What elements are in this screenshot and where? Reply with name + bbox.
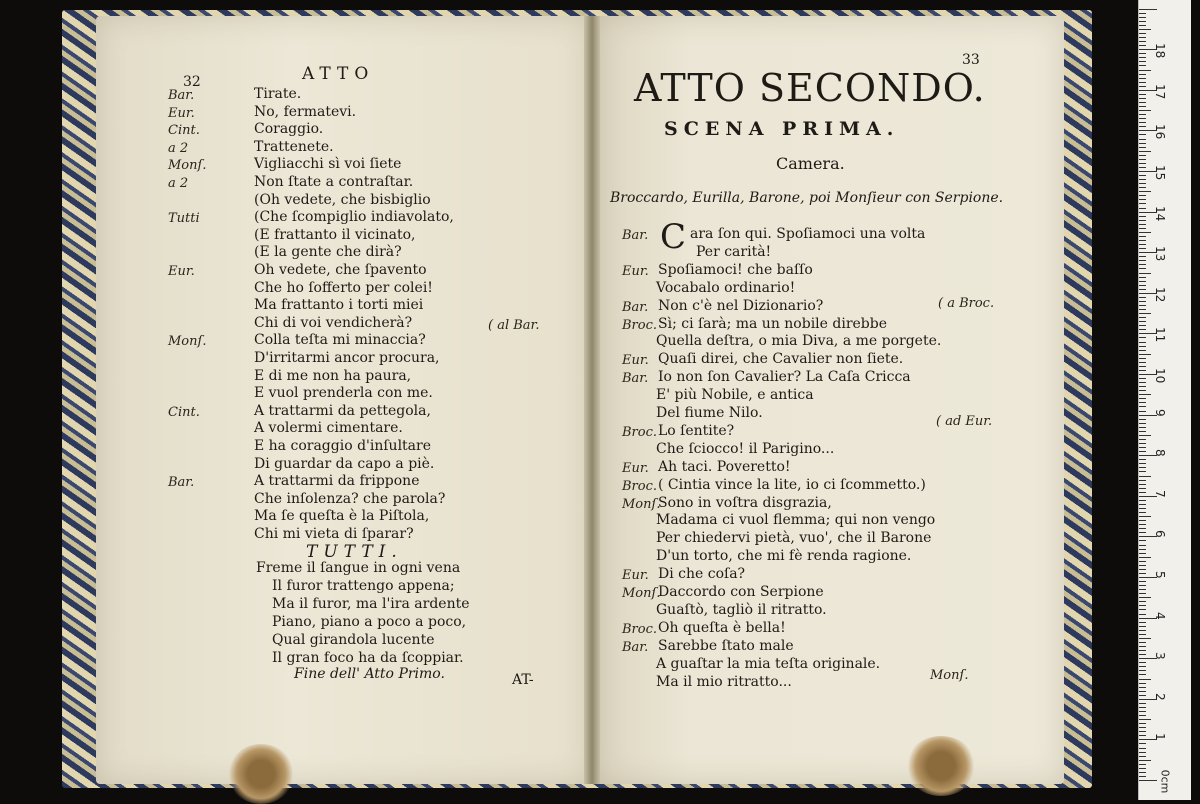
ruler-tick <box>1139 411 1146 412</box>
ruler-tick <box>1139 203 1146 204</box>
ruler-tick <box>1139 285 1146 286</box>
speaker-label: Broc. <box>622 478 658 494</box>
verse-line: Ma frattanto i torti miei <box>254 297 424 314</box>
speaker-label: Broc. <box>622 621 658 637</box>
ruler-number: 10 <box>1153 368 1167 384</box>
ruler-tick <box>1139 94 1146 95</box>
verse-line: Guaſtò, tagliò il ritratto. <box>656 601 827 618</box>
ruler-tick <box>1139 159 1146 160</box>
catchword: Monſ. <box>930 668 969 683</box>
ruler-tick <box>1139 297 1146 298</box>
ruler-tick <box>1139 666 1146 667</box>
ruler-tick <box>1139 423 1146 424</box>
speaker-label: Eur. <box>622 460 649 476</box>
verse-line: ( Cintia vince la lite, io ci ſcommetto.) <box>658 476 926 493</box>
ruler-tick <box>1139 471 1146 472</box>
ruler-number: 4 <box>1153 611 1167 620</box>
ruler-tick <box>1139 208 1146 209</box>
ruler-tick <box>1139 268 1146 269</box>
verse-line: Lo ſentite? <box>658 422 735 439</box>
ruler-tick <box>1139 565 1146 566</box>
ruler-number: 13 <box>1153 246 1167 262</box>
ruler-tick <box>1139 760 1151 761</box>
ruler-tick <box>1139 516 1151 517</box>
speaker-label: Monſ. <box>168 334 207 350</box>
ruler-tick <box>1139 419 1146 420</box>
ruler-tick <box>1139 337 1146 338</box>
ruler-number: 11 <box>1153 327 1167 343</box>
ruler-tick <box>1139 325 1146 326</box>
ruler-tick <box>1139 585 1146 586</box>
ruler-tick <box>1139 342 1146 343</box>
ruler-tick <box>1139 573 1146 574</box>
ruler-tick <box>1139 61 1146 62</box>
ruler-tick <box>1139 53 1146 54</box>
ruler-tick <box>1139 500 1146 501</box>
ruler-tick <box>1139 670 1146 671</box>
drop-capital: C <box>660 217 687 257</box>
ruler-tick <box>1139 447 1146 448</box>
ruler-tick <box>1139 402 1146 403</box>
ruler-tick <box>1139 321 1146 322</box>
ruler-tick <box>1139 626 1146 627</box>
verse-line: E di me non ha paura, <box>254 367 412 384</box>
verse-line: (Oh vedete, che bisbiglio <box>254 191 431 208</box>
ruler-number: 1 <box>1153 733 1167 742</box>
ruler-number: 5 <box>1153 571 1167 579</box>
ruler-tick <box>1139 346 1146 347</box>
verse-line: Trattenete. <box>254 138 334 155</box>
verse-line: Sono in voſtra disgrazia, <box>658 494 832 511</box>
ruler-tick <box>1139 614 1146 615</box>
ruler-tick <box>1139 723 1146 724</box>
speaker-label: Tutti <box>168 211 200 227</box>
ruler-tick <box>1139 553 1146 554</box>
ruler-tick <box>1139 756 1146 757</box>
speaker-label: Bar. <box>168 475 195 491</box>
verse-line: D'un torto, che mi fè renda ragione. <box>656 548 912 565</box>
ruler-tick <box>1139 748 1146 749</box>
ruler-tick <box>1139 687 1146 688</box>
verse-line: Oh queſta è bella! <box>658 619 786 636</box>
tutti-header: TUTTI. <box>306 542 403 562</box>
ruler-tick <box>1139 609 1146 610</box>
scene-title: SCENA PRIMA. <box>664 118 900 140</box>
verse-line: A trattarmi da frippone <box>254 473 420 490</box>
book-gutter <box>584 16 600 784</box>
verse-line: E vuol prenderla con me. <box>254 385 433 402</box>
ruler-number: 9 <box>1153 408 1167 417</box>
act-title: ATTO SECONDO. <box>634 66 986 110</box>
ruler-tick <box>1139 463 1146 464</box>
verse-line: (E frattanto il vicinato, <box>254 226 416 243</box>
ruler-tick <box>1139 179 1146 180</box>
ruler-number: 3 <box>1153 652 1167 660</box>
ruler-number: 14 <box>1153 205 1167 221</box>
ruler-tick <box>1139 443 1146 444</box>
verse-line: ara ſon qui. Spoſiamoci una volta <box>690 226 926 242</box>
verse-line: Oh vedete, che ſpavento <box>254 262 427 278</box>
speaker-label: Eur. <box>168 264 195 279</box>
ruler-tick <box>1139 167 1146 168</box>
speaker-label: Bar. <box>168 88 195 103</box>
ruler-number: 18 <box>1153 43 1167 59</box>
ruler-tick <box>1139 362 1146 363</box>
ruler-tick <box>1139 29 1151 30</box>
ruler-tick <box>1139 281 1146 282</box>
verse-line: A trattarmi da pettegola, <box>254 402 431 419</box>
verse-line: Sarebbe ſtato male <box>658 637 794 654</box>
verse-line: Ah taci. Poveretto! <box>658 458 791 475</box>
speaker-label: Monſ. <box>168 158 207 174</box>
ruler-tick <box>1139 264 1146 265</box>
speaker-label: Bar. <box>622 371 649 387</box>
ruler-tick <box>1139 256 1146 257</box>
ruler-tick <box>1139 220 1146 221</box>
ruler-tick <box>1139 484 1146 485</box>
ruler-number: 8 <box>1153 449 1167 457</box>
ruler-tick <box>1139 110 1151 111</box>
ruler-tick <box>1139 772 1146 773</box>
ruler-tick <box>1139 480 1146 481</box>
verse-line: D'irritarmi ancor procura, <box>254 350 440 366</box>
speaker-label: Bar. <box>622 228 649 243</box>
verse-line: Sì; ci ſarà; ma un nobile direbbe <box>658 315 888 332</box>
ruler-tick <box>1139 358 1146 359</box>
verse-line: (Che ſcompiglio indiavolato, <box>254 209 454 226</box>
ruler-tick <box>1139 86 1146 87</box>
ruler-tick <box>1139 642 1146 643</box>
ruler-tick <box>1139 679 1151 680</box>
ruler-number: 7 <box>1153 489 1167 498</box>
ruler-tick <box>1139 715 1146 716</box>
ruler-number: 12 <box>1153 286 1167 303</box>
speaker-label: Bar. <box>622 639 649 655</box>
verse-line: Vocabalo ordinario! <box>656 279 796 296</box>
ruler-unit: 0cm <box>1158 769 1172 794</box>
ruler-tick <box>1139 240 1146 241</box>
verse-line: Quaſi direi, che Cavalier non ſiete. <box>658 351 904 368</box>
dramatis-personae: Broccardo, Eurilla, Barone, poi Monſieur con Serpione. <box>610 190 1004 206</box>
verse-line: Ma il furor, ma l'ira ardente <box>272 596 470 612</box>
speaker-label: Eur. <box>168 105 195 121</box>
verse-line: Colla teſta mi minaccia? <box>254 332 426 349</box>
ruler-tick <box>1139 435 1151 436</box>
stage-aside: ( al Bar. <box>488 318 540 333</box>
ruler-tick <box>1139 561 1146 562</box>
ruler-tick <box>1139 33 1146 34</box>
verse-line: Daccordo con Serpione <box>658 584 824 600</box>
ruler-tick <box>1139 309 1146 310</box>
ruler-tick <box>1139 390 1146 391</box>
scene-setting: Camera. <box>776 154 845 173</box>
ruler-tick <box>1139 151 1151 152</box>
ruler-tick <box>1139 492 1146 493</box>
ruler-tick <box>1139 398 1146 399</box>
ruler-tick <box>1139 260 1146 261</box>
ruler-number: 6 <box>1153 530 1167 539</box>
ruler-tick <box>1139 13 1146 14</box>
ruler-tick <box>1139 589 1146 590</box>
speaker-label: Monſ. <box>622 496 661 512</box>
ruler-tick <box>1139 9 1157 10</box>
speaker-label: a 2 <box>168 140 189 156</box>
ruler-tick <box>1139 727 1146 728</box>
ruler-tick <box>1139 646 1146 647</box>
ruler-tick <box>1139 504 1146 505</box>
verse-line: Non c'è nel Dizionario? <box>658 297 824 314</box>
ruler-tick <box>1139 289 1146 290</box>
left-running-header: ATTO <box>302 64 375 84</box>
ruler-tick <box>1139 711 1146 712</box>
stage-aside: ( a Broc. <box>938 296 995 311</box>
ruler-tick <box>1139 569 1146 570</box>
verse-line: Io non ſon Cavalier? La Caſa Cricca <box>658 369 911 386</box>
ruler-tick <box>1139 768 1146 769</box>
ruler-tick <box>1139 329 1146 330</box>
ruler-tick <box>1139 313 1151 314</box>
ruler-tick <box>1139 431 1146 432</box>
ruler-tick <box>1139 45 1146 46</box>
ruler-tick <box>1139 232 1151 233</box>
ruler-tick <box>1139 183 1146 184</box>
ruler-tick <box>1139 735 1146 736</box>
speaker-label: a 2 <box>168 176 189 191</box>
ruler-tick <box>1139 557 1151 558</box>
verse-line: Per chiedervi pietà, vuo', che il Barone <box>656 530 932 547</box>
verse-line: Che inſolenza? che parola? <box>254 490 446 507</box>
verse-line: A guaſtar la mia teſta originale. <box>656 655 881 672</box>
ruler-tick <box>1139 25 1146 26</box>
verse-line: Per carità! <box>696 243 772 260</box>
ruler-tick <box>1139 228 1146 229</box>
ruler-tick <box>1139 597 1151 598</box>
verse-line: Piano, piano a poco a poco, <box>272 614 467 630</box>
verse-line: Freme il ſangue in ogni vena <box>256 560 461 576</box>
ruler-tick <box>1139 622 1146 623</box>
speaker-label: Cint. <box>168 404 200 420</box>
ruler-tick <box>1139 143 1146 144</box>
ruler-tick <box>1139 114 1146 115</box>
ruler-tick <box>1139 605 1146 606</box>
verse-line: Di guardar da capo a piè. <box>254 455 435 472</box>
ruler-tick <box>1139 488 1146 489</box>
ruler-tick <box>1139 650 1146 651</box>
ruler-tick <box>1139 273 1151 274</box>
ruler-tick <box>1139 378 1146 379</box>
right-page-number: 33 <box>962 52 980 68</box>
stage-aside: ( ad Eur. <box>936 414 993 429</box>
stain-left <box>228 744 294 804</box>
ruler-tick <box>1139 476 1151 477</box>
verse-line: Madama ci vuol flemma; qui non vengo <box>656 512 936 529</box>
verse-line: Ma ſe queſta è la Piſtola, <box>254 508 430 525</box>
verse-line: A volermi cimentare. <box>254 420 403 437</box>
verse-line: E' più Nobile, e antica <box>656 387 814 404</box>
ruler-tick <box>1139 57 1146 58</box>
ruler-tick <box>1139 394 1151 395</box>
ruler-tick <box>1139 147 1146 148</box>
ruler-tick <box>1139 224 1146 225</box>
verse-line: No, fermatevi. <box>254 103 357 120</box>
ruler-tick <box>1139 216 1146 217</box>
ruler-tick <box>1139 187 1146 188</box>
speaker-label: Broc. <box>622 424 658 440</box>
ruler-tick <box>1139 175 1146 176</box>
ruler-tick <box>1139 370 1146 371</box>
verse-line: Che ho ſofferto per colei! <box>254 279 433 296</box>
ruler-tick <box>1139 366 1146 367</box>
verse-line: Il gran foco ha da ſcoppiar. <box>272 650 464 666</box>
ruler-number: 2 <box>1153 692 1167 701</box>
ruler-tick <box>1139 654 1146 655</box>
ruler-number: 15 <box>1153 165 1167 181</box>
verse-line: Che ſciocco! il Parigino... <box>656 440 835 457</box>
ruler-tick <box>1139 74 1146 75</box>
ruler-tick <box>1139 82 1146 83</box>
ruler-tick <box>1139 41 1146 42</box>
ruler-tick <box>1139 191 1151 192</box>
verse-line: Chi di voi vendicherà? <box>254 314 413 331</box>
measurement-ruler <box>1138 0 1191 800</box>
ruler-tick <box>1139 70 1151 71</box>
ruler-tick <box>1139 524 1146 525</box>
ruler-number: 17 <box>1153 83 1167 100</box>
ruler-tick <box>1139 776 1146 777</box>
ruler-tick <box>1139 731 1146 732</box>
ruler-tick <box>1139 406 1146 407</box>
ruler-tick <box>1139 683 1146 684</box>
verse-line: Tirate. <box>254 86 302 102</box>
verse-line: Quella deſtra, o mia Diva, a me porgete. <box>656 333 942 350</box>
ruler-tick <box>1139 593 1146 594</box>
ruler-tick <box>1139 703 1146 704</box>
ruler-tick <box>1139 532 1146 533</box>
verse-line: Vigliacchi sì voi ſiete <box>254 156 402 173</box>
speaker-label: Cint. <box>168 123 200 139</box>
ruler-tick <box>1139 382 1146 383</box>
ruler-tick <box>1139 512 1146 513</box>
ruler-tick <box>1139 638 1151 639</box>
ruler-tick <box>1139 549 1146 550</box>
ruler-tick <box>1139 719 1151 720</box>
ruler-tick <box>1139 106 1146 107</box>
ruler-tick <box>1139 98 1146 99</box>
ruler-tick <box>1139 236 1146 237</box>
ruler-tick <box>1139 350 1146 351</box>
ruler-tick <box>1139 630 1146 631</box>
verse-line: Di che coſa? <box>658 566 746 583</box>
ruler-tick <box>1139 520 1146 521</box>
speaker-label: Eur. <box>622 353 649 369</box>
ruler-tick <box>1139 691 1146 692</box>
ruler-tick <box>1139 65 1146 66</box>
ruler-tick <box>1139 37 1146 38</box>
catchword: AT- <box>512 672 534 688</box>
ruler-tick <box>1139 634 1146 635</box>
ruler-tick <box>1139 354 1151 355</box>
ruler-tick <box>1139 126 1146 127</box>
ruler-tick <box>1139 301 1146 302</box>
ruler-tick <box>1139 545 1146 546</box>
ruler-tick <box>1139 248 1146 249</box>
verse-line: Chi mi vieta di ſparar? <box>254 526 414 542</box>
speaker-label: Eur. <box>622 568 649 584</box>
ruler-tick <box>1139 581 1146 582</box>
ruler-tick <box>1139 277 1146 278</box>
ruler-tick <box>1139 163 1146 164</box>
speaker-label: Bar. <box>622 299 649 315</box>
ruler-tick <box>1139 451 1146 452</box>
ruler-tick <box>1139 662 1146 663</box>
ruler-tick <box>1139 743 1146 744</box>
ruler-tick <box>1139 528 1146 529</box>
ruler-tick <box>1139 317 1146 318</box>
ruler-tick <box>1139 467 1146 468</box>
ruler-tick <box>1139 439 1146 440</box>
ruler-number: 16 <box>1153 124 1167 140</box>
ruler-tick <box>1139 540 1146 541</box>
ruler-tick <box>1139 508 1146 509</box>
ruler-tick <box>1139 155 1146 156</box>
ruler-tick <box>1139 134 1146 135</box>
ruler-tick <box>1139 244 1146 245</box>
verse-line: (E la gente che dirà? <box>254 244 402 261</box>
verse-line: Coraggio. <box>254 121 324 138</box>
ruler-tick <box>1139 118 1146 119</box>
end-note: Fine dell' Atto Primo. <box>294 666 445 682</box>
ruler-tick <box>1139 305 1146 306</box>
ruler-tick <box>1139 122 1146 123</box>
stain-right <box>906 736 976 796</box>
ruler-tick <box>1139 752 1146 753</box>
ruler-tick <box>1139 139 1146 140</box>
ruler-tick <box>1139 459 1146 460</box>
ruler-tick <box>1139 195 1146 196</box>
ruler-tick <box>1139 674 1146 675</box>
verse-line: Del fiume Nilo. <box>656 405 763 421</box>
ruler-tick <box>1139 601 1146 602</box>
ruler-tick <box>1139 199 1146 200</box>
ruler-tick <box>1139 17 1146 18</box>
ruler-tick <box>1139 78 1146 79</box>
ruler-tick <box>1139 21 1146 22</box>
ruler-tick <box>1139 102 1146 103</box>
verse-line: E ha coraggio d'inſultare <box>254 438 432 454</box>
ruler-tick <box>1139 780 1157 781</box>
speaker-label: Broc. <box>622 317 658 333</box>
ruler-tick <box>1139 707 1146 708</box>
speaker-label: Eur. <box>622 263 649 279</box>
speaker-label: Monſ. <box>622 586 661 601</box>
ruler-tick <box>1139 695 1146 696</box>
verse-line: Ma il mio ritratto... <box>656 673 792 690</box>
verse-line: Il furor trattengo appena; <box>272 578 455 594</box>
verse-line: Spoſiamoci! che baſſo <box>658 261 813 278</box>
ruler-tick <box>1139 764 1146 765</box>
verse-line: Qual girandola lucente <box>272 632 435 648</box>
ruler-tick <box>1139 386 1146 387</box>
left-page-number: 32 <box>183 74 201 90</box>
verse-line: Non ſtate a contraſtar. <box>254 174 414 190</box>
ruler-tick <box>1139 427 1146 428</box>
